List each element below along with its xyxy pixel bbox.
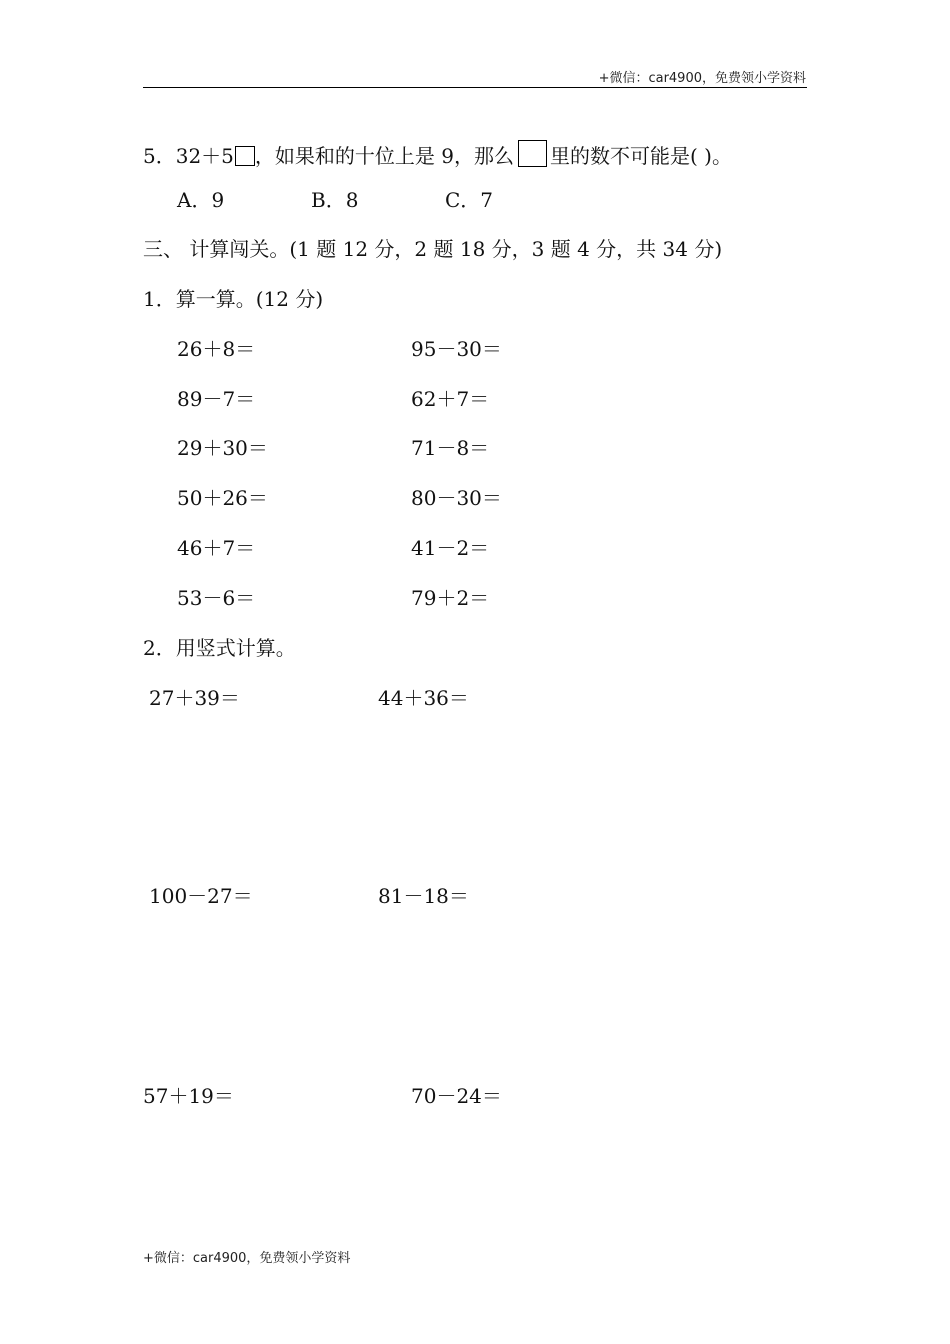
vertical-calc-equation: 57＋19＝ (143, 1084, 234, 1108)
equation: 89－7＝ (177, 387, 256, 411)
equation: 29＋30＝ (177, 436, 268, 460)
equation: 79＋2＝ (411, 586, 490, 610)
option-c[interactable]: C．7 (445, 188, 494, 212)
question-5-prefix: 5．32＋5 (143, 144, 234, 168)
vertical-calc-equation: 44＋36＝ (378, 686, 469, 710)
answer-box-large[interactable] (518, 140, 547, 167)
part-2-title: 2．用竖式计算。 (143, 636, 296, 660)
answer-box-small[interactable] (235, 146, 255, 166)
equation: 53－6＝ (177, 586, 256, 610)
equation: 26＋8＝ (177, 337, 256, 361)
equation: 71－8＝ (411, 436, 490, 460)
option-a[interactable]: A．9 (177, 188, 225, 212)
vertical-calc-equation: 70－24＝ (411, 1084, 502, 1108)
question-5-suffix: 里的数不可能是( )。 (550, 144, 732, 168)
question-5-middle: ，如果和的十位上是 9，那么 (254, 144, 514, 168)
question-5 (143, 140, 732, 169)
equation: 80－30＝ (411, 486, 502, 510)
equation: 95－30＝ (411, 337, 502, 361)
footer-text: +微信：car4900，免费领小学资料 (143, 1251, 351, 1266)
equation: 41－2＝ (411, 536, 490, 560)
equation: 50＋26＝ (177, 486, 268, 510)
part-1-title: 1．算一算。(12 分) (143, 287, 324, 311)
vertical-calc-equation: 100－27＝ (149, 884, 253, 908)
header-text: +微信：car4900，免费领小学资料 (598, 71, 806, 86)
vertical-calc-equation: 27＋39＝ (149, 686, 240, 710)
vertical-calc-equation: 81－18＝ (378, 884, 469, 908)
header-divider (143, 87, 807, 88)
equation: 46＋7＝ (177, 536, 256, 560)
section-3-title: 三、 计算闯关。(1 题 12 分，2 题 18 分，3 题 4 分，共 34 分) (143, 237, 723, 261)
equation: 62＋7＝ (411, 387, 490, 411)
option-b[interactable]: B．8 (311, 188, 359, 212)
